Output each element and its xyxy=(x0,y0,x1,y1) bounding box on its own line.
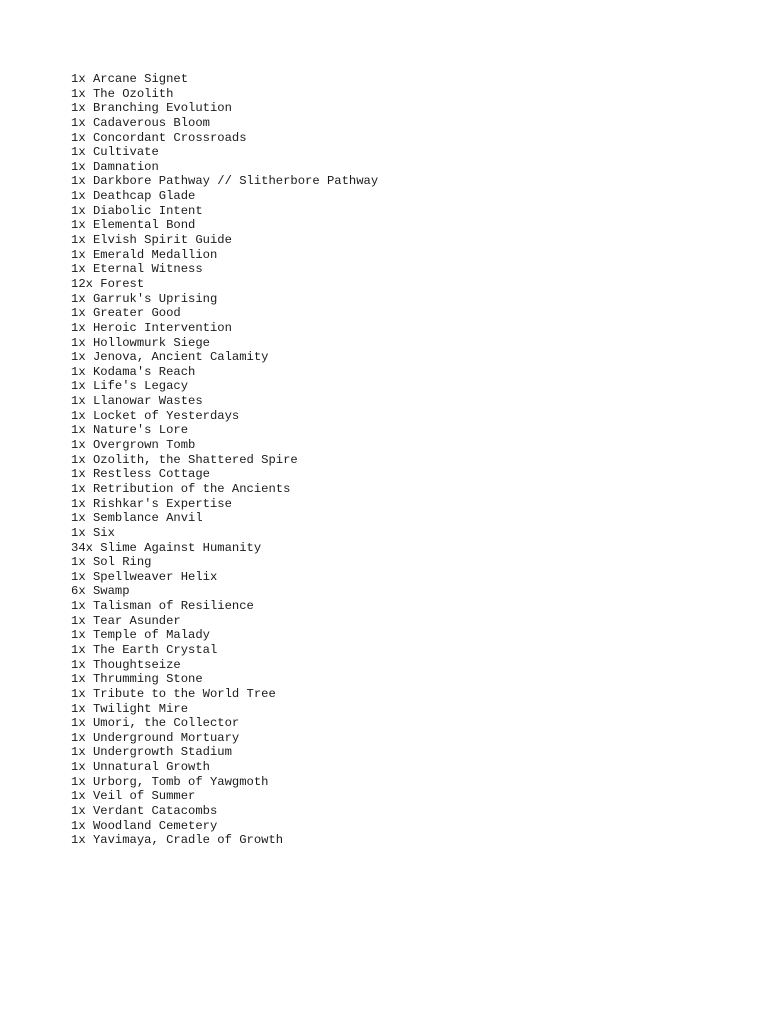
decklist-entry: 1x Emerald Medallion xyxy=(71,247,218,262)
decklist-entry: 1x Retribution of the Ancients xyxy=(71,481,291,496)
decklist-entry: 1x Damnation xyxy=(71,159,159,174)
decklist-entry: 1x Underground Mortuary xyxy=(71,730,240,745)
decklist-entry: 1x Spellweaver Helix xyxy=(71,569,218,584)
decklist-entry: 1x Cultivate xyxy=(71,145,159,160)
decklist-entry: 1x Urborg, Tomb of Yawgmoth xyxy=(71,774,269,789)
decklist-entry: 1x Deathcap Glade xyxy=(71,189,196,204)
decklist-entry: 1x Garruk's Uprising xyxy=(71,291,218,306)
decklist-entry: 1x Elvish Spirit Guide xyxy=(71,233,232,248)
decklist-entry: 1x Hollowmurk Siege xyxy=(71,335,210,350)
decklist-entry: 1x Semblance Anvil xyxy=(71,511,203,526)
decklist-entry: 1x Jenova, Ancient Calamity xyxy=(71,350,269,365)
decklist-entry: 1x Undergrowth Stadium xyxy=(71,745,232,760)
decklist-entry: 1x Restless Cottage xyxy=(71,467,210,482)
decklist-entry: 1x Yavimaya, Cradle of Growth xyxy=(71,833,284,848)
decklist-entry: 1x Umori, the Collector xyxy=(71,716,240,731)
decklist-entry: 6x Swamp xyxy=(71,584,130,599)
decklist-entry: 1x Llanowar Wastes xyxy=(71,394,203,409)
decklist-entry: 1x Life's Legacy xyxy=(71,379,189,394)
decklist-entry: 1x The Earth Crystal xyxy=(71,642,218,657)
decklist-entry: 1x Concordant Crossroads xyxy=(71,130,247,145)
decklist-entry: 1x Temple of Malady xyxy=(71,628,210,643)
decklist-entry: 1x Heroic Intervention xyxy=(71,320,232,335)
decklist-entry: 1x Nature's Lore xyxy=(71,423,189,438)
decklist-entry: 1x Branching Evolution xyxy=(71,101,232,116)
decklist-entry: 1x Greater Good xyxy=(71,306,181,321)
decklist-entry: 1x Talisman of Resilience xyxy=(71,599,254,614)
decklist-entry: 1x Verdant Catacombs xyxy=(71,804,218,819)
decklist-entry: 1x Locket of Yesterdays xyxy=(71,408,240,423)
decklist-entry: 1x Tear Asunder xyxy=(71,613,181,628)
decklist-entry: 1x Ozolith, the Shattered Spire xyxy=(71,452,298,467)
decklist-entry: 1x Veil of Summer xyxy=(71,789,196,804)
decklist-entry: 1x Cadaverous Bloom xyxy=(71,115,210,130)
decklist-entry: 1x The Ozolith xyxy=(71,86,174,101)
decklist-entry: 1x Sol Ring xyxy=(71,555,152,570)
decklist-entry: 12x Forest xyxy=(71,276,145,291)
decklist-entry: 1x Thrumming Stone xyxy=(71,672,203,687)
decklist-entry: 1x Rishkar's Expertise xyxy=(71,496,232,511)
decklist-entry: 1x Thoughtseize xyxy=(71,657,181,672)
decklist xyxy=(71,72,378,848)
decklist-entry: 1x Diabolic Intent xyxy=(71,203,203,218)
decklist-entry: 1x Twilight Mire xyxy=(71,701,189,716)
decklist-entry: 1x Unnatural Growth xyxy=(71,760,210,775)
decklist-entry: 1x Kodama's Reach xyxy=(71,364,196,379)
decklist-entry: 34x Slime Against Humanity xyxy=(71,540,262,555)
decklist-entry: 1x Six xyxy=(71,525,115,540)
decklist-entry: 1x Elemental Bond xyxy=(71,218,196,233)
decklist-entry: 1x Tribute to the World Tree xyxy=(71,686,276,701)
decklist-entry: 1x Overgrown Tomb xyxy=(71,438,196,453)
decklist-entry: 1x Eternal Witness xyxy=(71,262,203,277)
decklist-entry: 1x Woodland Cemetery xyxy=(71,818,218,833)
decklist-entry: 1x Arcane Signet xyxy=(71,72,189,86)
decklist-entry: 1x Darkbore Pathway // Slitherbore Pathway xyxy=(71,174,379,189)
